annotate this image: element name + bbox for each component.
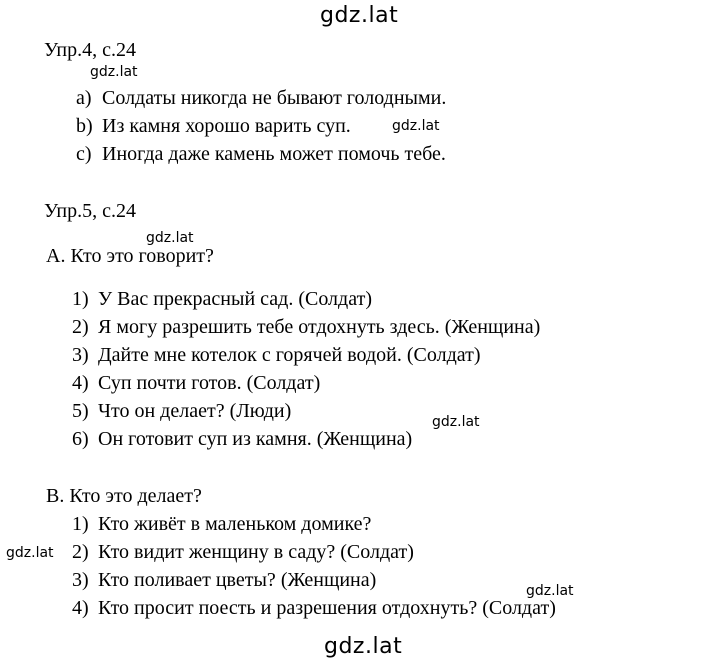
- watermark: gdz.lat: [432, 414, 480, 430]
- part-a-heading: A. Кто это говорит?: [46, 245, 214, 267]
- item-text: Дайте мне котелок с горячей водой. (Солдат): [98, 344, 481, 366]
- item-number: 3): [72, 344, 89, 366]
- item-text: Он готовит суп из камня. (Женщина): [98, 428, 413, 450]
- list-item: [76, 114, 351, 138]
- item-text: Иногда даже камень может помочь тебе.: [102, 143, 446, 165]
- list-item: [72, 287, 372, 311]
- item-text: Солдаты никогда не бывают голодными.: [102, 87, 447, 109]
- watermark: gdz.lat: [392, 118, 440, 134]
- list-item: [72, 315, 540, 339]
- item-number: 1): [72, 288, 89, 310]
- exercise-4-title: Упр.4, с.24: [44, 39, 136, 61]
- item-number: 4): [72, 597, 89, 619]
- list-item: [76, 142, 446, 166]
- item-marker: b): [76, 115, 93, 137]
- item-number: 6): [72, 428, 89, 450]
- list-item: [72, 427, 412, 451]
- exercise-5-title: Упр.5, с.24: [44, 200, 136, 222]
- item-text: Я могу разрешить тебе отдохнуть здесь. (Женщина): [98, 316, 541, 338]
- watermark: gdz.lat: [90, 64, 138, 80]
- watermark-bottom: gdz.lat: [324, 634, 403, 659]
- item-marker: a): [76, 87, 92, 109]
- watermark: gdz.lat: [526, 583, 574, 599]
- watermark: gdz.lat: [146, 230, 194, 246]
- item-text: У Вас прекрасный сад. (Солдат): [98, 288, 372, 310]
- item-text: Кто поливает цветы? (Женщина): [98, 569, 377, 591]
- item-number: 4): [72, 372, 89, 394]
- item-number: 2): [72, 541, 89, 563]
- list-item: [72, 568, 376, 592]
- item-number: 1): [72, 513, 89, 535]
- item-number: 3): [72, 569, 89, 591]
- watermark: gdz.lat: [6, 545, 54, 561]
- list-item: [72, 540, 414, 564]
- item-marker: c): [76, 143, 92, 165]
- item-text: Кто видит женщину в саду? (Солдат): [98, 541, 414, 563]
- item-text: Что он делает? (Люди): [98, 400, 292, 422]
- item-text: Кто живёт в маленьком домике?: [98, 513, 372, 535]
- watermark-top: gdz.lat: [320, 3, 399, 28]
- list-item: [72, 371, 320, 395]
- item-number: 2): [72, 316, 89, 338]
- item-text: Кто просит поесть и разрешения отдохнуть? (Солдат): [98, 597, 556, 619]
- item-number: 5): [72, 400, 89, 422]
- list-item: [76, 86, 446, 110]
- part-b-heading: B. Кто это делает?: [46, 485, 202, 507]
- list-item: [72, 399, 291, 423]
- item-text: Суп почти готов. (Солдат): [98, 372, 321, 394]
- list-item: [72, 512, 371, 536]
- list-item: [72, 343, 481, 367]
- list-item: [72, 596, 556, 620]
- item-text: Из камня хорошо варить суп.: [102, 115, 351, 137]
